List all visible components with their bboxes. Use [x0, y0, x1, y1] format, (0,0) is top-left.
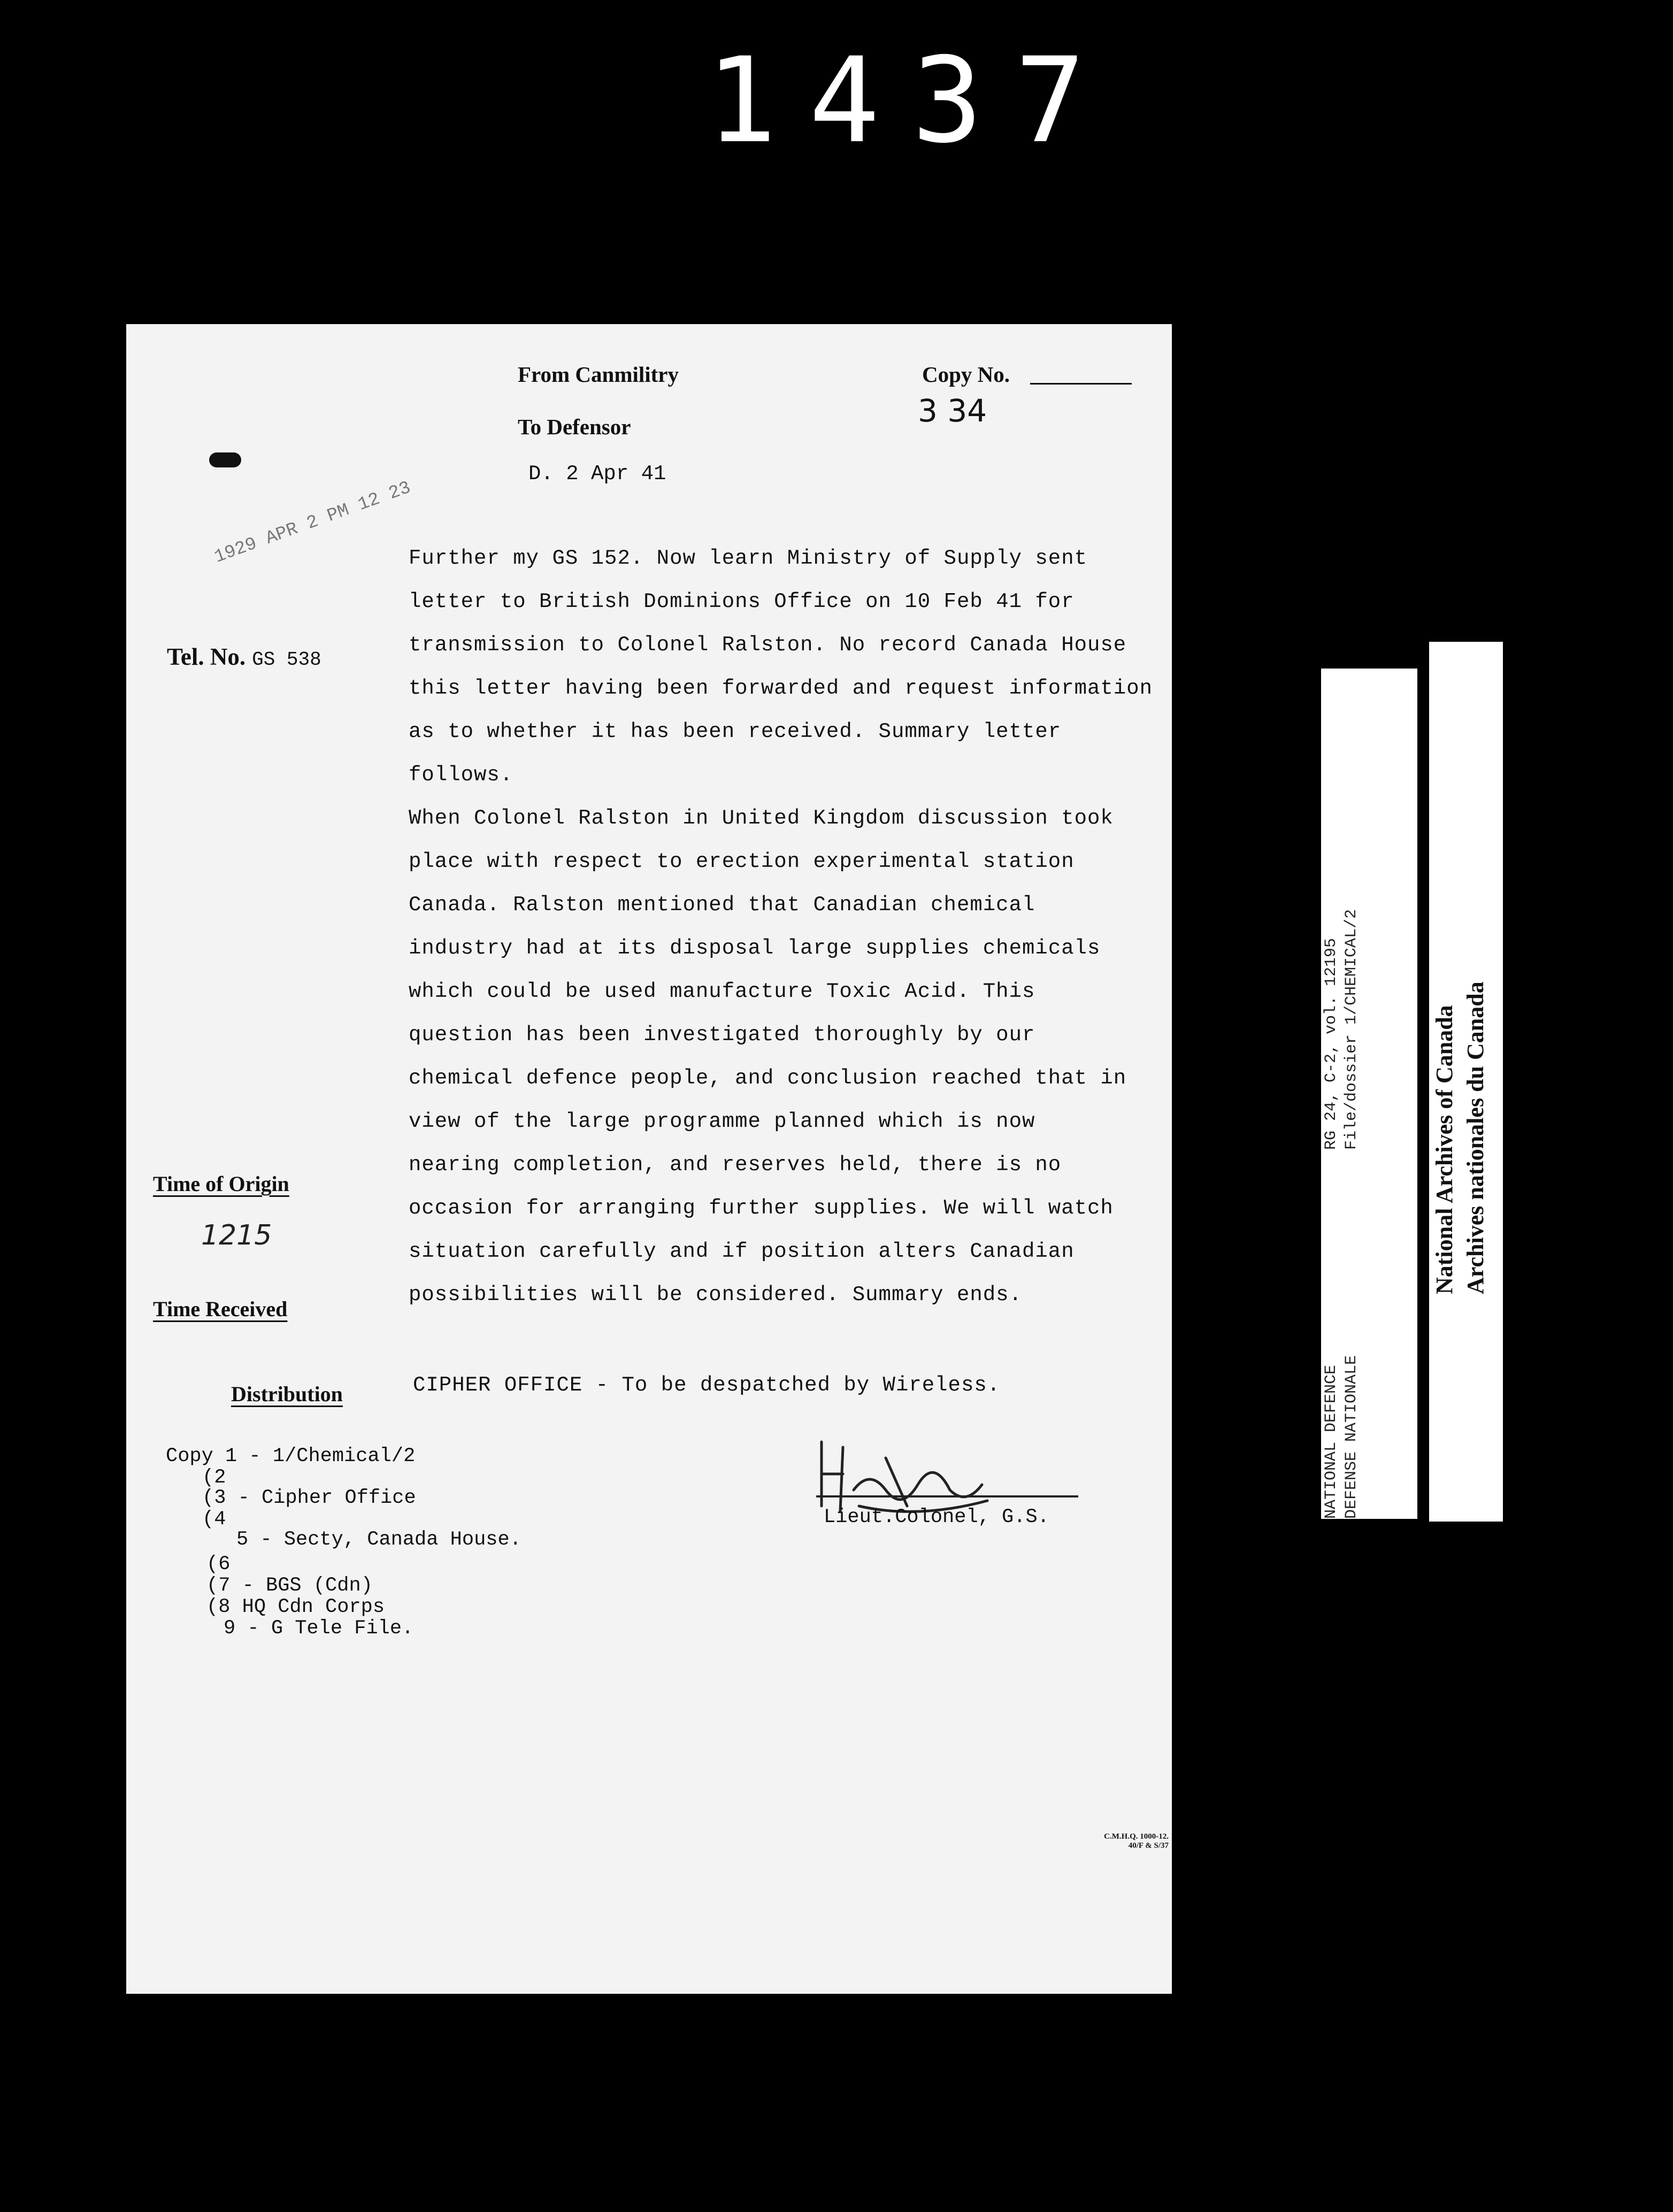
tel-no [167, 643, 321, 671]
signature-title: Lieut.Colonel, G.S. [824, 1506, 1049, 1529]
tel-no-value: GS 538 [252, 649, 321, 671]
cipher-instruction: CIPHER OFFICE - To be despatched by Wireless. [413, 1373, 1001, 1397]
distribution-copy: (8 HQ Cdn Corps [206, 1596, 385, 1618]
time-of-origin-value: 1215 [201, 1219, 272, 1251]
body-line: follows. [409, 763, 513, 787]
archive-label-fr: Archives nationales du Canada [1462, 981, 1488, 1294]
form-code [1104, 1832, 1169, 1850]
date-field: D. 2 Apr 41 [528, 462, 666, 486]
distribution-copy: 9 - G Tele File. [224, 1617, 414, 1640]
frame-number: 1437 [706, 32, 1118, 169]
copy-no-handwritten: 3 34 [918, 393, 987, 429]
body-line: chemical defence people, and conclusion reached that in [409, 1066, 1127, 1090]
form-code-line-1: C.M.H.Q. 1000-12. [1104, 1832, 1169, 1841]
body-line: nearing completion, and reserves held, there is no [409, 1153, 1062, 1177]
copy-no-line [1030, 383, 1132, 385]
body-line: When Colonel Ralston in United Kingdom discussion took [409, 807, 1114, 830]
reference-line-4: DEFENSE NATIONALE [1342, 1355, 1361, 1519]
body-line: industry had at its disposal large supplies chemicals [409, 936, 1101, 960]
reference-line-3: NATIONAL DEFENCE [1322, 1364, 1340, 1519]
received-stamp: 1929 APR 2 PM 12 23 [212, 478, 414, 568]
distribution-copy: Copy 1 - 1/Chemical/2 [166, 1445, 416, 1468]
body-line: as to whether it has been received. Summary letter [409, 720, 1062, 743]
from-field: From Canmilitry [518, 362, 679, 387]
archive-label-en: National Archives of Canada [1431, 1005, 1457, 1294]
reference-strip-text [1321, 909, 1362, 1519]
body-line: Canada. Ralston mentioned that Canadian chemical [409, 893, 1035, 917]
body-line: this letter having been forwarded and request information [409, 677, 1153, 700]
distribution-copy: (3 - Cipher Office [202, 1487, 416, 1509]
body-line: which could be used manufacture Toxic Acid. This [409, 980, 1035, 1003]
body-line: letter to British Dominions Office on 10 Feb 41 for [409, 590, 1075, 613]
body-line: question has been investigated thoroughly by our [409, 1023, 1035, 1047]
reference-line-2: File/dossier 1/CHEMICAL/2 [1342, 909, 1361, 1150]
time-of-origin-label: Time of Origin [153, 1172, 289, 1196]
body-line: transmission to Colonel Ralston. No record Canada House [409, 633, 1127, 657]
copy-no-label: Copy No. [922, 362, 1010, 387]
body-line: occasion for arranging further supplies. We will watch [409, 1196, 1114, 1220]
distribution-copy: 5 - Secty, Canada House. [236, 1529, 521, 1551]
body-line: Further my GS 152. Now learn Ministry of Supply sent [409, 547, 1087, 570]
body-line: view of the large programme planned which is now [409, 1110, 1035, 1133]
archive-label [1429, 981, 1491, 1294]
distribution-copy: (7 - BGS (Cdn) [206, 1574, 373, 1597]
tel-no-label: Tel. No. [167, 643, 246, 670]
distribution-copy: (2 [202, 1466, 226, 1489]
distribution-copy: (6 [206, 1553, 231, 1576]
time-received-label: Time Received [153, 1297, 288, 1321]
body-line: place with respect to erection experimental station [409, 850, 1075, 873]
signature-line [816, 1495, 1078, 1497]
to-field: To Defensor [518, 414, 631, 439]
body-line: possibilities will be considered. Summary ends. [409, 1283, 1022, 1307]
distribution-label: Distribution [231, 1382, 343, 1406]
document-page [126, 324, 1172, 1994]
ink-blot [209, 452, 241, 467]
reference-line-1: RG 24, C-2, vol. 12195 [1322, 938, 1340, 1150]
distribution-copy: (4 [202, 1508, 226, 1531]
form-code-line-2: 40/F & S/37 [1128, 1841, 1169, 1850]
body-line: situation carefully and if position alters Canadian [409, 1240, 1075, 1263]
